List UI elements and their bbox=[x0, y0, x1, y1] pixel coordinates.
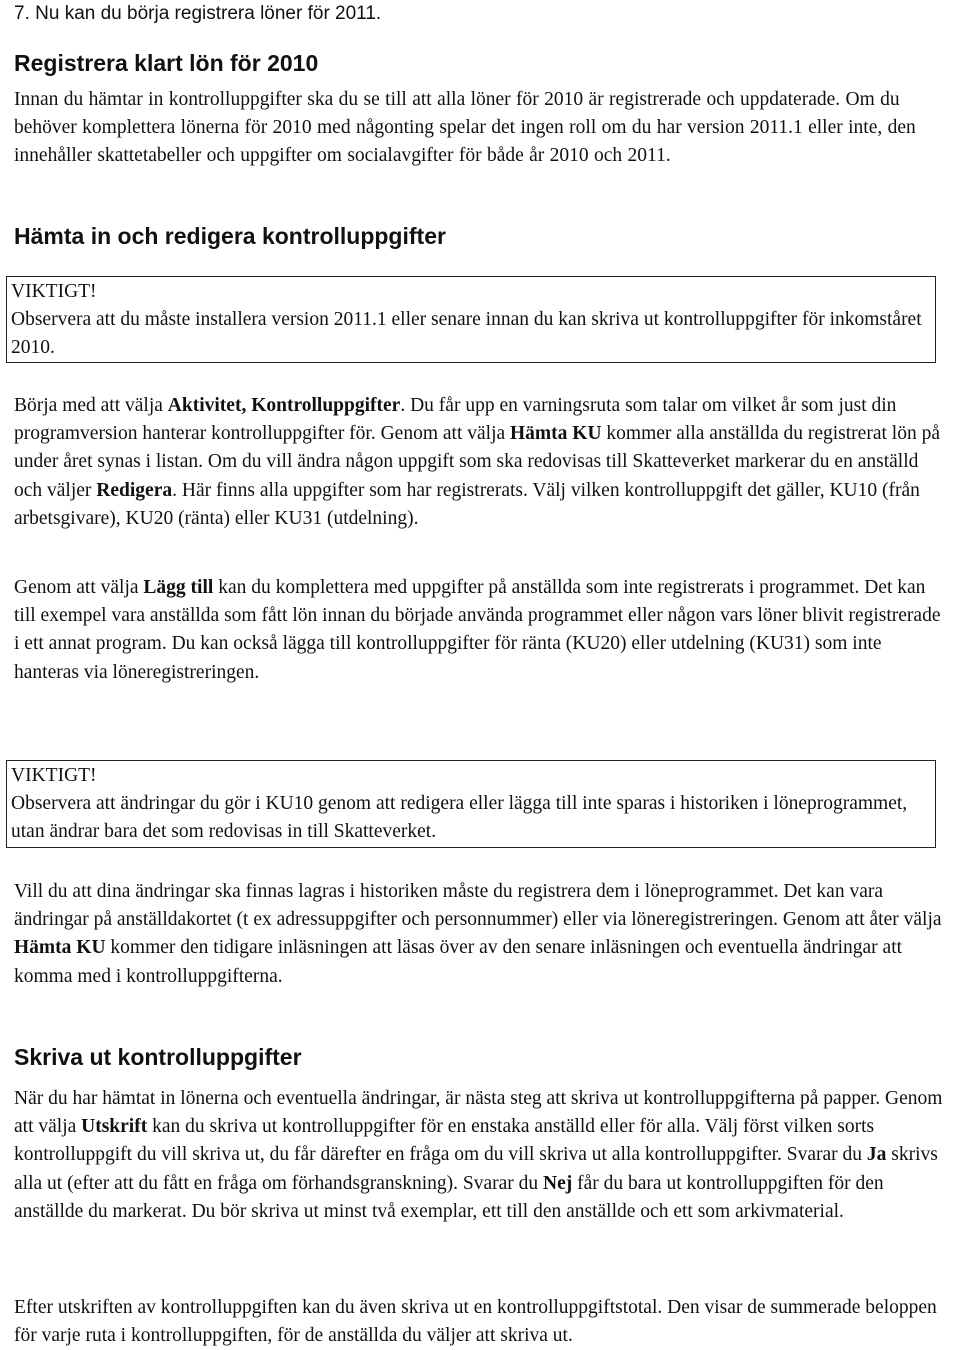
paragraph-hamta-1: Börja med att välja Aktivitet, Kontrolluppgifter. Du får upp en varningsruta som talar om vilket år som just din programversion hanterar kontrolluppgifter för. Genom att välja Hämta KU kommer alla anställda du registrerat lön på under året synas i listan. Om du vill ändra någon uppgift som ska redovisas till Skatteverket markerar du en anställd och väljer Redigera. Här finns alla uppgifter som har registrerats. Välj vilken kontrolluppgift det gäller, KU10 (från arbetsgivare), KU20 (ränta) eller KU31 (utdelning). bbox=[14, 395, 940, 529]
step-heading: 7. Nu kan du börja registrera löner för 2011. bbox=[14, 3, 382, 24]
answer-nej: Nej bbox=[543, 1172, 573, 1194]
important-box-1 bbox=[6, 276, 936, 363]
important-box-1-title: VIKTIGT! bbox=[11, 281, 97, 302]
section-heading-hamta: Hämta in och redigera kontrolluppgifter bbox=[14, 223, 446, 249]
paragraph-hamta-3: Vill du att dina ändringar ska finnas lagras i historiken måste du registrera dem i löneprogrammet. Det kan vara ändringar på anställdakortet (t ex adressuppgifter och personnummer) eller via löneregistreringen. Genom att åter välja Hämta KU kommer den tidigare inläsningen att läsas över av den senare inläsningen och eventuella ändringar att komma med i kontrolluppgifterna. bbox=[14, 881, 942, 987]
paragraph-skriva-1: När du har hämtat in lönerna och eventuella ändringar, är nästa steg att skriva ut kontrolluppgifterna på papper. Genom att välja Utskrift kan du skriva ut kontrolluppgifter för en enstaka anställd eller för alla. Välj först vilken sorts kontrolluppgift du vill skriva ut, du får därefter en fråga om du vill skriva ut alla kontrolluppgifter. Svarar du Ja skrivs alla ut (efter att du fått en fråga om förhandsgranskning). Svarar du Nej får du bara ut kontrolluppgiften för den anställde du markerat. Du bör skriva ut minst två exemplar, ett till den anställde och ett som arkivmaterial. bbox=[14, 1088, 943, 1222]
important-box-2-title: VIKTIGT! bbox=[11, 765, 97, 786]
command-hamta-ku-2: Hämta KU bbox=[14, 937, 106, 959]
section-heading-skriva: Skriva ut kontrolluppgifter bbox=[14, 1044, 302, 1070]
paragraph-registrera: Innan du hämtar in kontrolluppgifter ska du se till att alla löner för 2010 är registrerade och uppdaterade. Om du behöver komplettera lönerna för 2010 med någonting spelar det ingen roll om du har version 2011.1 eller inte, den innehåller skattetabeller och uppgifter om socialavgifter för både år 2010 och 2011. bbox=[14, 89, 916, 167]
important-box-1-text: Observera att du måste installera version 2011.1 eller senare innan du kan skriva ut kontrolluppgifter för inkomståret 2010. bbox=[11, 309, 922, 359]
section-heading-registrera: Registrera klart lön för 2010 bbox=[14, 50, 319, 76]
paragraph-hamta-2: Genom att välja Lägg till kan du komplettera med uppgifter på anställda som inte registrerats i programmet. Det kan till exempel vara anställda som fått lön innan du började använda programmet eller någon vars löner blivit registrerade i ett annat program. Du kan också lägga till kontrolluppgifter för ränta (KU20) eller utdelning (KU31) som inte hanteras via löneregistreringen. bbox=[14, 577, 941, 683]
important-box-2 bbox=[6, 760, 936, 848]
answer-ja: Ja bbox=[866, 1144, 887, 1166]
command-lagg-till: Lägg till bbox=[143, 577, 214, 598]
command-hamta-ku: Hämta KU bbox=[510, 423, 602, 445]
menu-path-aktivitet-kontrolluppgifter: Aktivitet, Kontrolluppgifter bbox=[167, 395, 401, 416]
paragraph-skriva-2: Efter utskriften av kontrolluppgiften kan du även skriva ut en kontrolluppgiftstotal. Den visar de summerade beloppen för varje ruta i kontrolluppgiften, för de anställda du väljer att skriva ut. bbox=[14, 1297, 937, 1347]
command-utskrift: Utskrift bbox=[81, 1116, 148, 1138]
command-redigera: Redigera bbox=[96, 479, 173, 501]
important-box-2-text: Observera att ändringar du gör i KU10 genom att redigera eller lägga till inte sparas i historiken i löneprogrammet, utan ändrar bara det som redovisas in till Skatteverket. bbox=[11, 793, 908, 843]
